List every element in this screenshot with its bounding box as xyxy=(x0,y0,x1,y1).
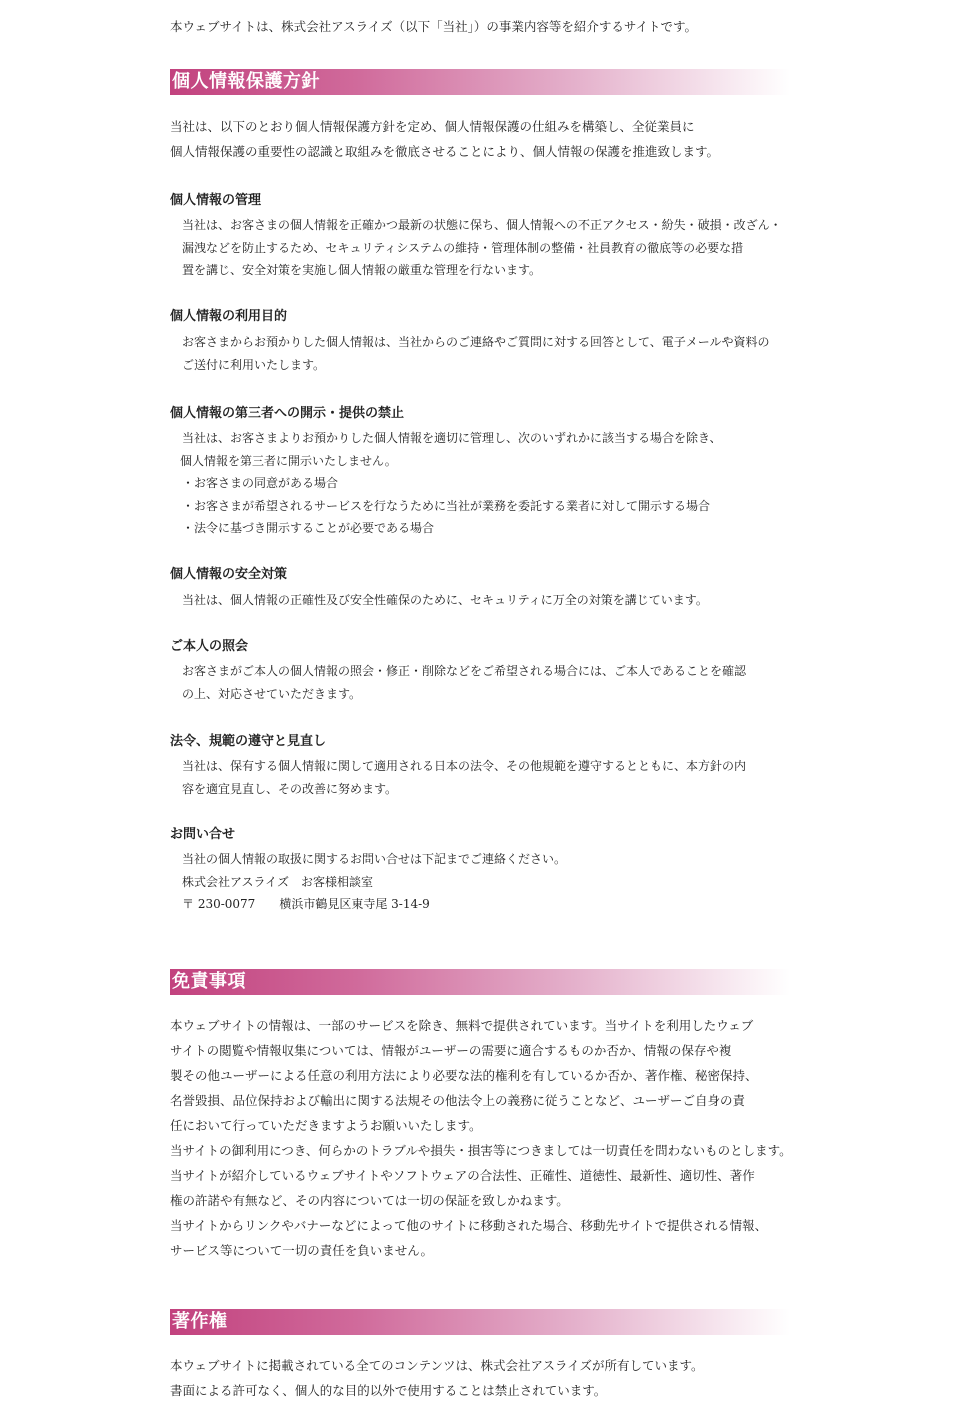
disclaimer-line: 当サイトからリンクやバナーなどによって他のサイトに移動された場合、移動先サイトで提供される情報、 xyxy=(170,1218,768,1233)
contact-address: 〒 230-0077 横浜市鶴見区東寺尾 3-14-9 xyxy=(182,897,430,911)
privacy-lead xyxy=(170,114,795,164)
disclaimer-line: 製その他ユーザーによる任意の利用方法により必要な法的権利を有しているか否か、著作権、秘密保持、 xyxy=(170,1068,758,1083)
copyright-body xyxy=(170,1353,795,1403)
copyright-heading: 著作権 xyxy=(172,1311,228,1332)
inquiry-self-line: の上、対応させていただきます。 xyxy=(182,686,362,701)
third-party-line: 個人情報を第三者に開示いたしません。 xyxy=(180,453,397,468)
contact-title: お問い合せ xyxy=(170,827,236,842)
list-item: ・お客さまの同意がある場合 xyxy=(182,476,339,490)
privacy-policy-header xyxy=(170,69,790,95)
disclaimer-header xyxy=(170,969,790,995)
disclaimer-line: 権の許諾や有無など、その内容については一切の保証を致しかねます。 xyxy=(170,1193,569,1208)
third-party-line: 当社は、お客さまよりお預かりした個人情報を適切に管理し、次のいずれかに該当する場合を除き、 xyxy=(182,431,722,445)
management-line: 当社は、お客さまの個人情報を正確かつ最新の状態に保ち、個人情報への不正アクセス・紛失・破損・改ざん・ xyxy=(182,218,782,232)
copyright-line: 書面による許可なく、個人的な目的以外で使用することは禁止されています。 xyxy=(170,1383,607,1398)
copyright-header xyxy=(170,1309,790,1335)
intro-text: 本ウェブサイトは、株式会社アスライズ（以下「当社」）の事業内容等を紹介するサイトです。 xyxy=(170,19,698,34)
disclaimer-line: 名誉毀損、品位保持および輸出に関する法規その他法令上の義務に従うことなど、ユーザーご自身の責 xyxy=(170,1093,746,1108)
privacy-lead-line: 当社は、以下のとおり個人情報保護方針を定め、個人情報保護の仕組みを構築し、全従業員に xyxy=(170,119,695,134)
disclaimer-line: 当サイトの御利用につき、何らかのトラブルや損失・損害等につきましては一切責任を問わないものとします。 xyxy=(170,1143,792,1158)
privacy-lead-line: 個人情報保護の重要性の認識と取組みを徹底させることにより、個人情報の保護を推進致します。 xyxy=(170,144,720,159)
disclaimer-line: 任において行っていただきますようお願いいたします。 xyxy=(170,1118,482,1133)
disclaimer-heading: 免責事項 xyxy=(172,971,246,992)
disclaimer-line: サービス等について一切の責任を負いません。 xyxy=(170,1243,434,1258)
purpose-body xyxy=(182,331,797,376)
disclaimer-line: 当サイトが紹介しているウェブサイトやソフトウェアの合法性、正確性、道徳性、最新性、適切性、著作 xyxy=(170,1168,755,1183)
inquiry-self-title: ご本人の照会 xyxy=(170,639,249,654)
list-item: ・お客さまが希望されるサービスを行なうために当社が業務を委託する業者に対して開示する場合 xyxy=(182,498,711,513)
contact-company: 株式会社アスライズ お客様相談室 xyxy=(182,874,374,889)
safety-title: 個人情報の安全対策 xyxy=(170,567,288,582)
compliance-title: 法令、規範の遵守と見直し xyxy=(170,734,327,749)
purpose-title: 個人情報の利用目的 xyxy=(170,309,288,324)
management-body xyxy=(182,214,797,282)
disclaimer-line: サイトの閲覧や情報収集については、情報がユーザーの需要に適合するものか否か、情報の保存や複 xyxy=(170,1043,732,1058)
management-title: 個人情報の管理 xyxy=(170,193,262,208)
contact-body xyxy=(182,848,797,916)
management-line: 漏洩などを防止するため、セキュリティシステムの維持・管理体制の整備・社員教育の徹底等の必要な措 xyxy=(182,240,744,255)
privacy-policy-heading: 個人情報保護方針 xyxy=(172,71,320,92)
copyright-line: 本ウェブサイトに掲載されている全てのコンテンツは、株式会社アスライズが所有しています。 xyxy=(170,1358,704,1373)
safety-line: 当社は、個人情報の正確性及び安全性確保のために、セキュリティに万全の対策を講じています。 xyxy=(182,593,708,607)
safety-body xyxy=(182,589,797,612)
disclaimer-line: 本ウェブサイトの情報は、一部のサービスを除き、無料で提供されています。当サイトを利用したウェブ xyxy=(170,1018,754,1033)
compliance-line: 容を適宜見直し、その改善に努めます。 xyxy=(182,781,398,796)
third-party-title: 個人情報の第三者への開示・提供の禁止 xyxy=(170,406,405,421)
third-party-body xyxy=(182,427,797,540)
disclaimer-body xyxy=(170,1013,795,1263)
management-line: 置を講じ、安全対策を実施し個人情報の厳重な管理を行ないます。 xyxy=(182,263,542,277)
purpose-line: お客さまからお預かりした個人情報は、当社からのご連絡やご質問に対する回答として、電子メールや資料の xyxy=(182,335,770,349)
inquiry-self-body xyxy=(182,660,797,705)
contact-line: 当社の個人情報の取扱に関するお問い合せは下記までご連絡ください。 xyxy=(182,852,567,866)
inquiry-self-line: お客さまがご本人の個人情報の照会・修正・削除などをご希望される場合には、ご本人であることを確認 xyxy=(182,664,747,678)
third-party-bullet-list xyxy=(182,472,797,540)
compliance-line: 当社は、保有する個人情報に関して適用される日本の法令、その他規範を遵守するとともに、本方針の内 xyxy=(182,759,747,773)
compliance-body xyxy=(182,755,797,800)
list-item: ・法令に基づき開示することが必要である場合 xyxy=(182,521,435,535)
purpose-line: ご送付に利用いたします。 xyxy=(182,357,326,372)
